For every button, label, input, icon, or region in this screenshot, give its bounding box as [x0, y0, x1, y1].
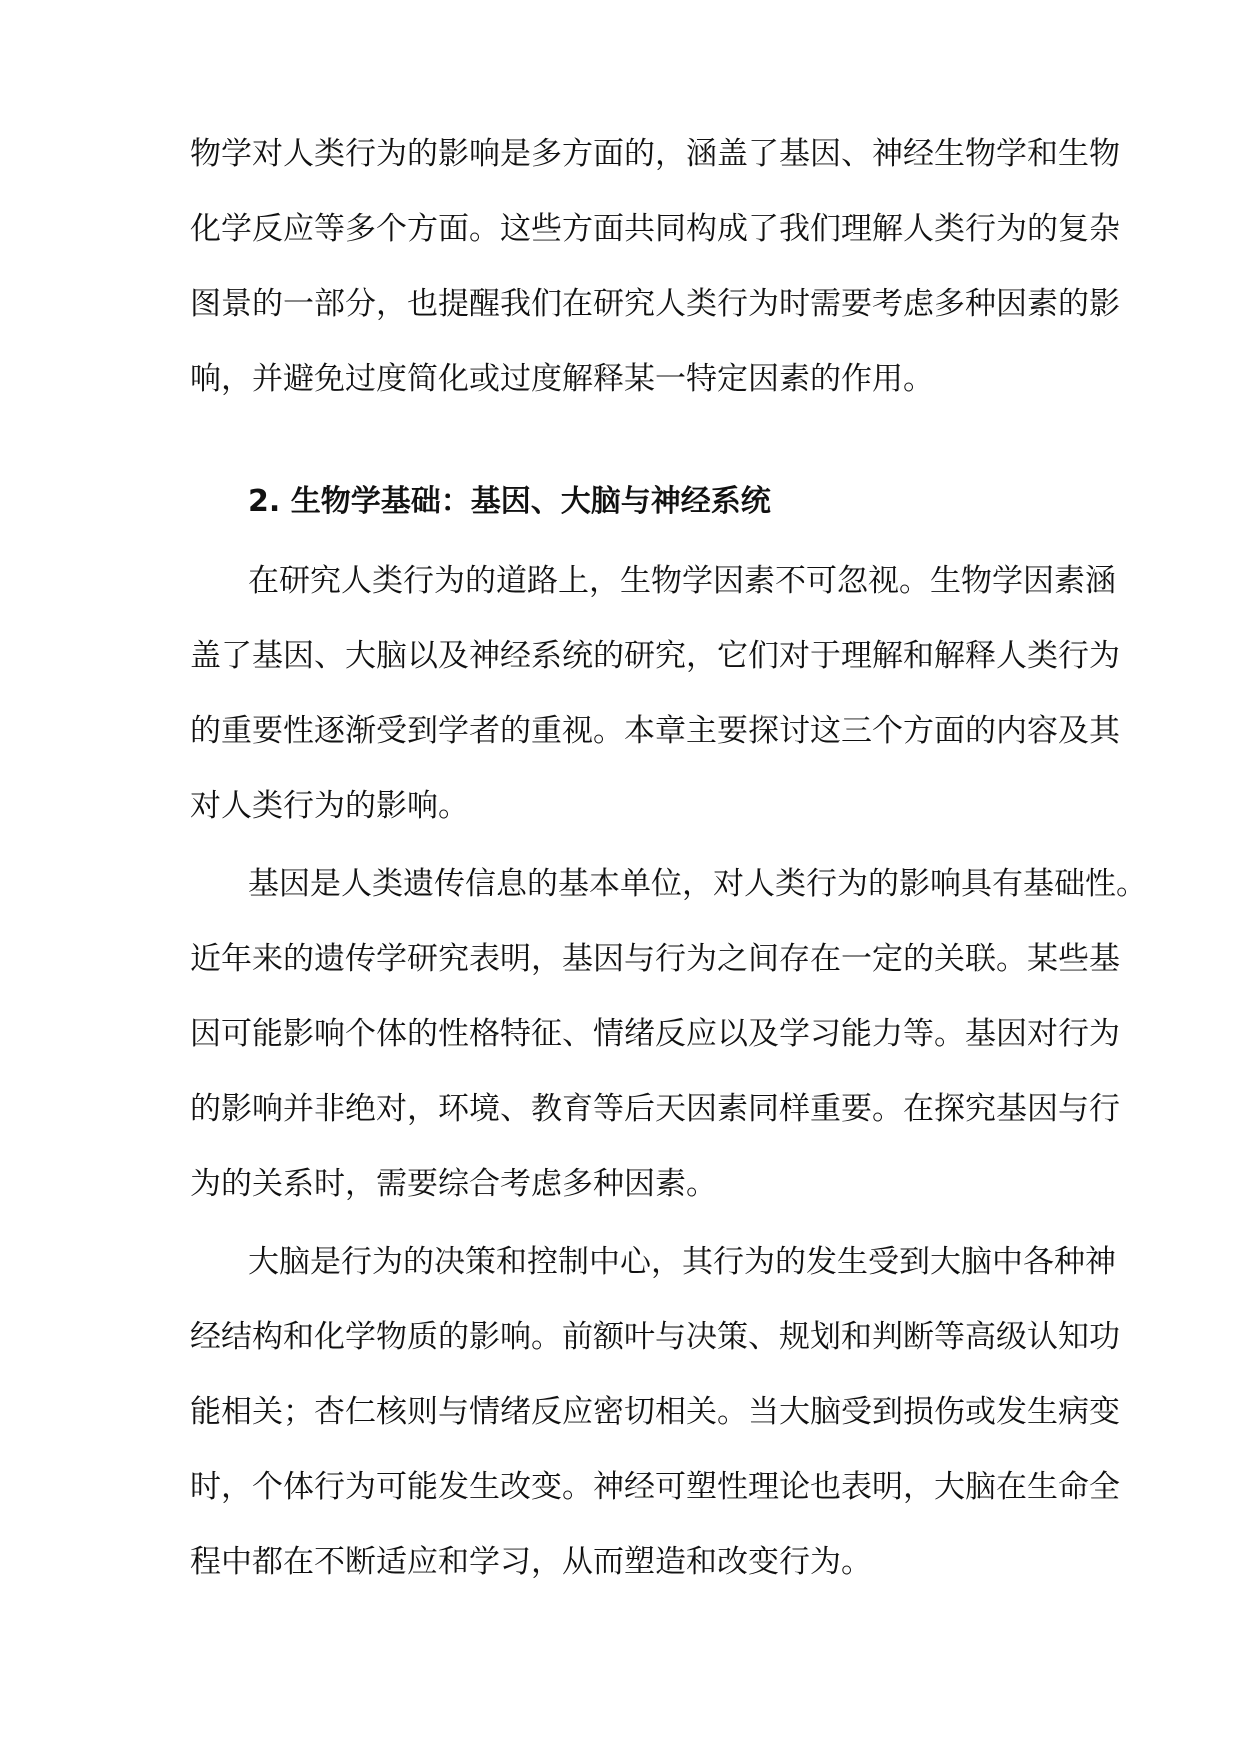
paragraph-3-line-1: 基因是人类遗传信息的基本单位，对人类行为的影响具有基础性。: [248, 866, 1147, 902]
paragraph-2-line-1: 在研究人类行为的道路上，生物学因素不可忽视。生物学因素涵: [248, 563, 1116, 599]
paragraph-4-line-1: 大脑是行为的决策和控制中心，其行为的发生受到大脑中各种神: [248, 1244, 1116, 1280]
paragraph-4-line-2: 经结构和化学物质的影响。前额叶与决策、规划和判断等高级认知功: [190, 1319, 1120, 1355]
paragraph-4-line-5: 程中都在不断适应和学习，从而塑造和改变行为。: [190, 1544, 872, 1580]
paragraph-1-line-4: 响，并避免过度简化或过度解释某一特定因素的作用。: [190, 361, 934, 397]
paragraph-4-line-4: 时，个体行为可能发生改变。神经可塑性理论也表明，大脑在生命全: [190, 1469, 1120, 1505]
paragraph-3-line-3: 因可能影响个体的性格特征、情绪反应以及学习能力等。基因对行为: [190, 1016, 1120, 1052]
paragraph-2-line-3: 的重要性逐渐受到学者的重视。本章主要探讨这三个方面的内容及其: [190, 713, 1120, 749]
section-heading: 2. 生物学基础：基因、大脑与神经系统: [248, 484, 771, 519]
paragraph-4-line-3: 能相关；杏仁核则与情绪反应密切相关。当大脑受到损伤或发生病变: [190, 1394, 1120, 1430]
paragraph-3-line-4: 的影响并非绝对，环境、教育等后天因素同样重要。在探究基因与行: [190, 1091, 1120, 1127]
paragraph-3-line-5: 为的关系时，需要综合考虑多种因素。: [190, 1166, 717, 1202]
paragraph-3-line-2: 近年来的遗传学研究表明，基因与行为之间存在一定的关联。某些基: [190, 941, 1120, 977]
paragraph-2-line-4: 对人类行为的影响。: [190, 788, 469, 824]
paragraph-1-line-1: 物学对人类行为的影响是多方面的，涵盖了基因、神经生物学和生物: [190, 136, 1120, 172]
paragraph-2-line-2: 盖了基因、大脑以及神经系统的研究，它们对于理解和解释人类行为: [190, 638, 1120, 674]
paragraph-1-line-3: 图景的一部分，也提醒我们在研究人类行为时需要考虑多种因素的影: [190, 286, 1120, 322]
paragraph-1-line-2: 化学反应等多个方面。这些方面共同构成了我们理解人类行为的复杂: [190, 211, 1120, 247]
